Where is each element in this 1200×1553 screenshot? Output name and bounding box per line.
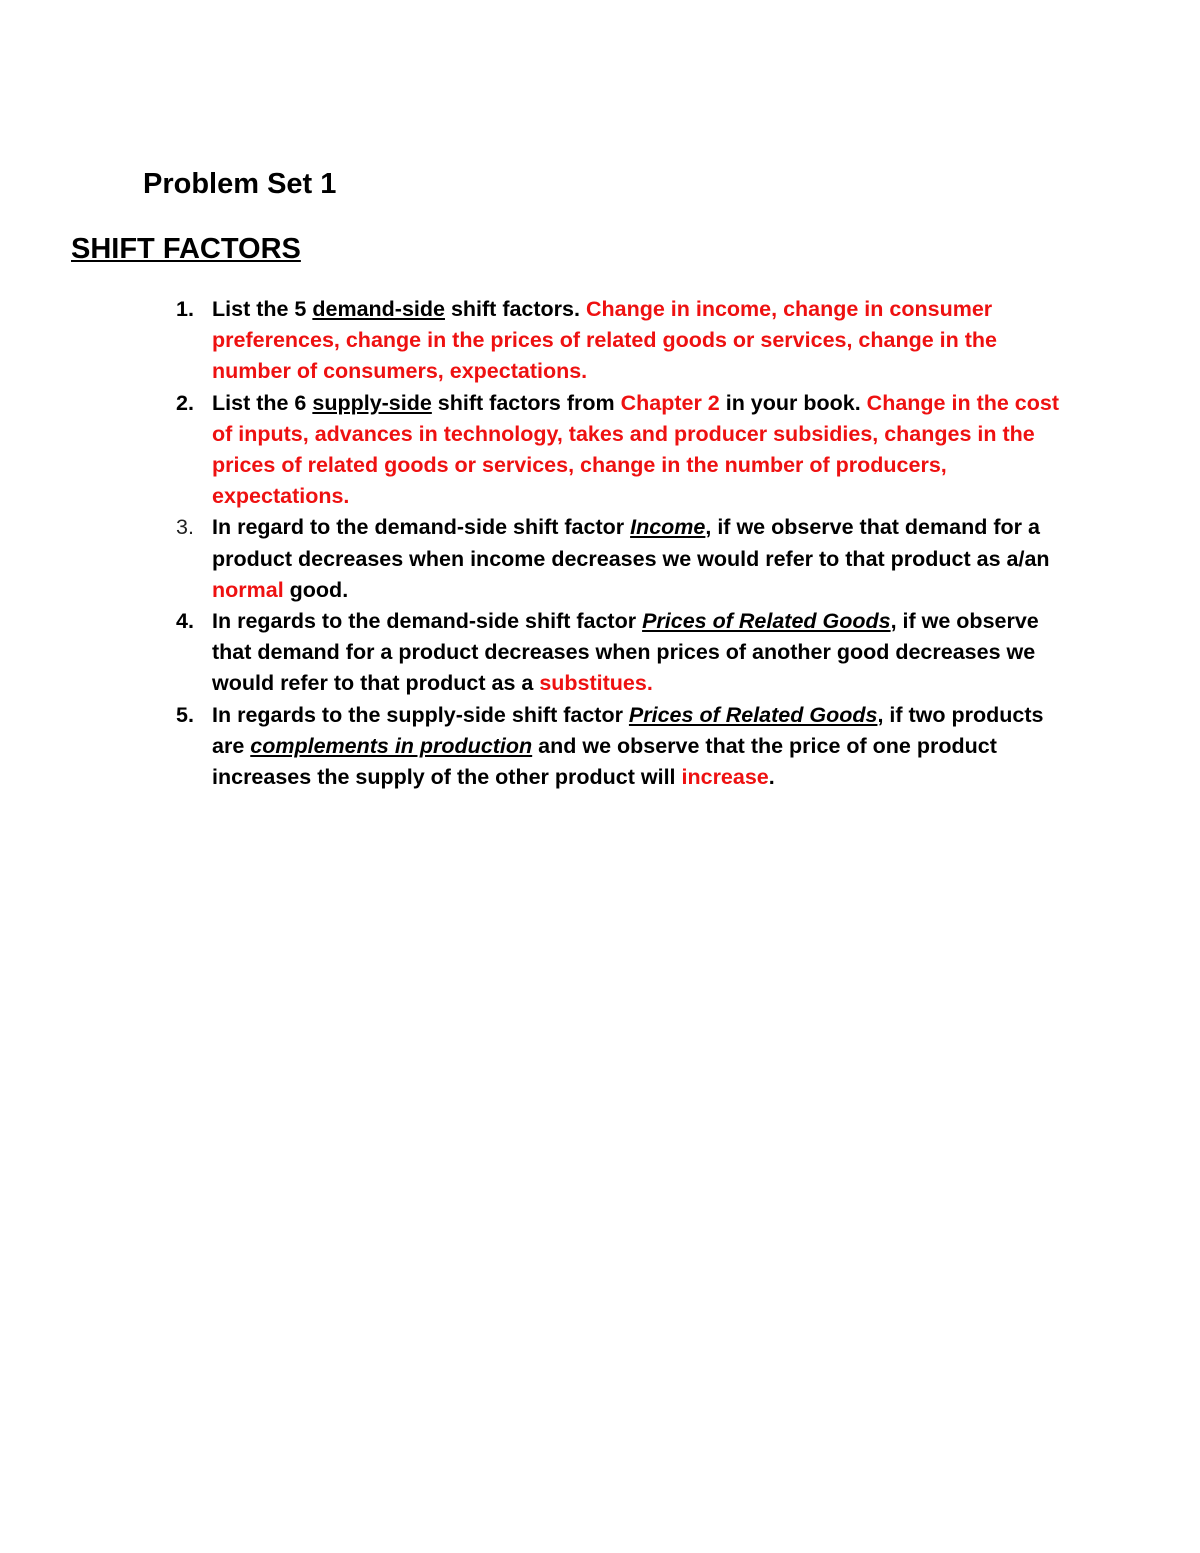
question-text: shift factors.	[444, 297, 586, 321]
question-text: List the 5	[212, 297, 313, 321]
question-text: shift factors from	[431, 390, 621, 415]
question-1	[176, 294, 1072, 388]
underlined-italic-term: complements in production	[250, 733, 533, 758]
question-3	[176, 512, 1072, 606]
question-text: , if we observe that demand for a product decreases when prices of another good decreases we would refer to that product as a	[212, 609, 1039, 696]
question-number: 2.	[176, 390, 194, 415]
answer-text: normal	[212, 577, 284, 602]
question-text: List the 6	[212, 390, 313, 415]
question-2	[176, 388, 1072, 513]
answer-text: increase	[681, 765, 769, 790]
question-text: .	[768, 765, 775, 790]
underlined-term: supply-side	[312, 390, 432, 415]
question-text: In regard to the demand-side shift factor	[212, 515, 631, 540]
question-number: 5.	[176, 702, 194, 727]
question-text: , if two products are	[212, 702, 1044, 758]
answer-text: substitues.	[539, 671, 653, 696]
question-number: 1.	[176, 297, 194, 321]
underlined-term: demand-side	[312, 297, 445, 321]
section-heading: SHIFT FACTORS	[71, 233, 301, 265]
question-5	[176, 700, 1072, 794]
question-list	[176, 294, 1072, 793]
underlined-italic-term: Prices of Related Goods	[642, 609, 891, 634]
highlighted-text: Chapter 2	[620, 390, 720, 415]
question-text: In regards to the supply-side shift factor	[212, 702, 629, 727]
question-number: 4.	[176, 609, 194, 634]
question-text: , if we observe that demand for a product decreases when income decreases we would refer to that product as a/an	[212, 515, 1050, 571]
underlined-italic-term: Income	[630, 515, 706, 540]
question-text: in your book.	[719, 390, 867, 415]
underlined-italic-term: Prices of Related Goods	[628, 702, 878, 727]
answer-text: Change in income, change in consumer preferences, change in the prices of related goods or services, change in the number of consumers, expectations.	[212, 297, 998, 384]
question-4	[176, 606, 1072, 700]
question-text: and we observe that the price of one product increases the supply of the other product will	[212, 733, 997, 790]
answer-text: Change in the cost of inputs, advances in technology, takes and producer subsidies, changes in the prices of related goods or services, change in the number of producers, expectations.	[212, 390, 1059, 509]
question-text: good.	[283, 577, 349, 602]
question-text: In regards to the demand-side shift factor	[212, 609, 643, 634]
question-number: 3.	[176, 515, 194, 540]
page-title: Problem Set 1	[143, 168, 337, 200]
